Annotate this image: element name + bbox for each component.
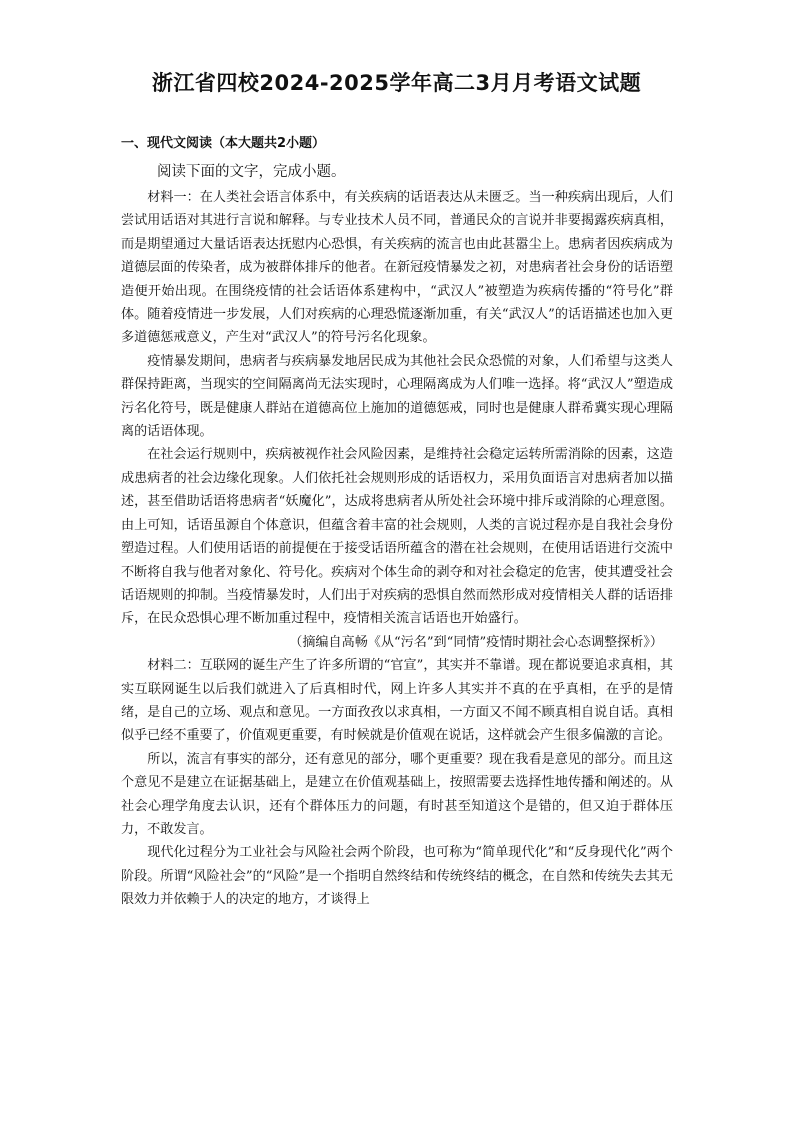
paragraph: 所以，流言有事实的部分，还有意见的部分，哪个更重要？现在我看是意见的部分。而且这个意见不是建立在证据基础上，是建立在价值观基础上，按照需要去选择性地传播和阐述的。从社会心理学角度去认识，还有个群体压力的问题，有时甚至知道这个是错的，但又迫于群体压力，不敢发言。 (121, 751, 673, 837)
page-title: 浙江省四校2024-2025学年高二3月月考语文试题 (151, 71, 642, 95)
paragraph: 在社会运行规则中，疾病被视作社会风险因素，是维持社会稳定运转所需消除的因素，这造成患病者的社会边缘化现象。人们依托社会规则形成的话语权力，采用负面语言对患病者加以描述，甚至借助话语将患病者“妖魔化”，达成将患病者从所处社会环境中排斥或消除的心理意图。由上可知，话语虽源自个体意识，但蕴含着丰富的社会规则，人类的言说过程亦是自我社会身份塑造过程。人们使用话语的前提便在于接受话语所蕴含的潜在社会规则，在使用话语进行交流中不断将自我与他者对象化、符号化。疾病对个体生命的剥夺和对社会稳定的危害，使其遭受社会话语规则的抑制。当疫情暴发时，人们出于对疾病的恐惧自然而然形成对疫情相关人群的话语排斥，在民众恐惧心理不断加重过程中，疫情相关流言话语也开始盛行。 (121, 447, 673, 627)
source-citation: （摘编自高畅《从“污名”到“同情”疫情时期社会心态调整探析》） (289, 634, 663, 650)
paragraph: 材料二：互联网的诞生产生了许多所谓的“官宣”，其实并不靠谱。现在都说要追求真相，其实互联网诞生以后我们就进入了后真相时代，网上许多人其实并不真的在乎真相，在乎的是情绪，是自己的立场、观点和意见。一方面孜孜以求真相，一方面又不闻不顾真相自说自话。真相似乎已经不重要了，价值观更重要，有时候就是价值观在说话，这样就会产生很多偏激的言论。 (121, 658, 673, 744)
reading-passage (121, 186, 673, 912)
paragraph: 现代化过程分为工业社会与风险社会两个阶段，也可称为“简单现代化”和“反身现代化”两个阶段。所谓“风险社会”的“风险”是一个指明自然终结和传统终结的概念，在自然和传统失去其无限效力并依赖于人的决定的地方，才谈得上 (121, 845, 673, 908)
paragraph: 材料一：在人类社会语言体系中，有关疾病的话语表达从未匮乏。当一种疾病出现后，人们尝试用话语对其进行言说和解释。与专业技术人员不同，普通民众的言说并非要揭露疾病真相，而是期望通过大量话语表达抚慰内心恐惧，有关疾病的流言也由此甚嚣尘上。患病者因疾病成为道德层面的传染者，成为被群体排斥的他者。在新冠疫情暴发之初，对患病者社会身份的话语塑造便开始出现。在围绕疫情的社会话语体系建构中，“武汉人”被塑造为疾病传播的“符号化”群体。随着疫情进一步发展，人们对疾病的心理恐慌逐渐加重，有关“武汉人”的话语描述也加入更多道德惩戒意义，产生对“武汉人”的符号污名化现象。 (121, 190, 673, 346)
instruction-text: 阅读下面的文字，完成小题。 (157, 164, 346, 180)
section-heading: 一、现代文阅读（本大题共2小题） (121, 136, 326, 151)
paragraph: 疫情暴发期间，患病者与疾病暴发地居民成为其他社会民众恐慌的对象，人们希望与这类人群保持距离，当现实的空间隔离尚无法实现时，心理隔离成为人们唯一选择。将“武汉人”塑造成污名化符号，既是健康人群站在道德高位上施加的道德惩戒，同时也是健康人群希冀实现心理隔离的话语体现。 (121, 353, 673, 440)
